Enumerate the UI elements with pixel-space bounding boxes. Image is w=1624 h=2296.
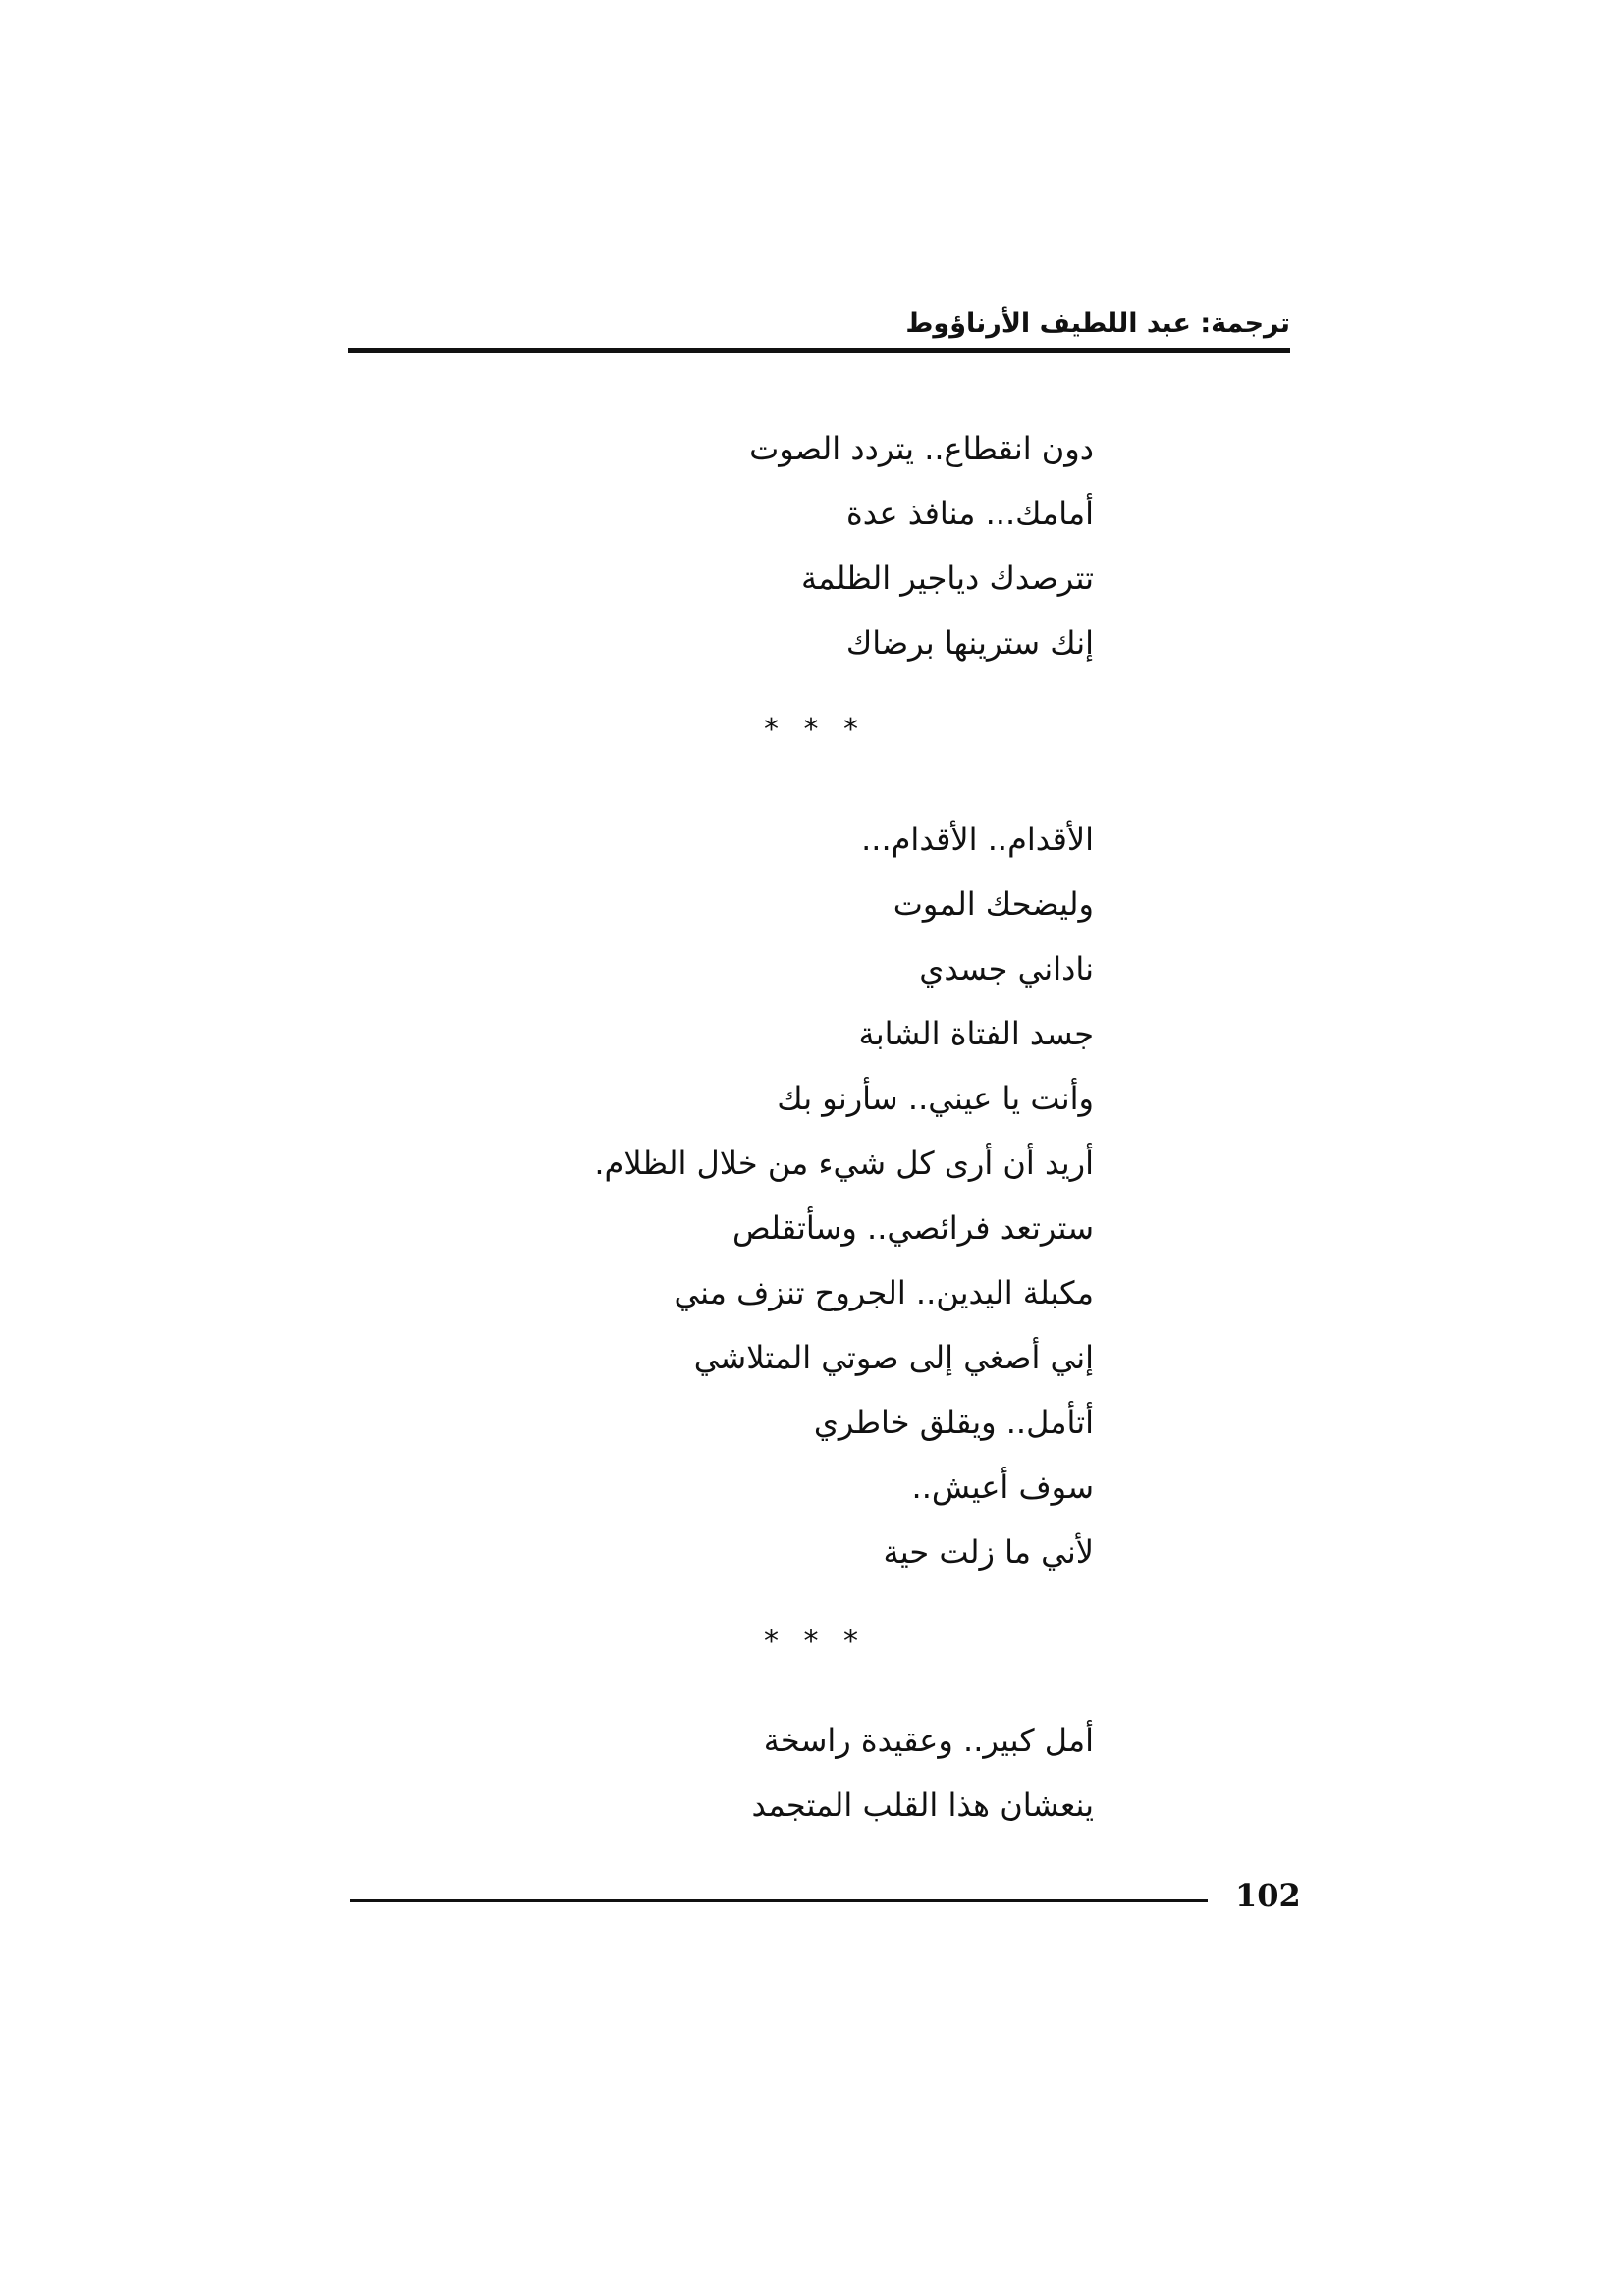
verse-line: وأنت يا عيني.. سأرنو بك (777, 1080, 1094, 1117)
verse-line: إني أصغي إلى صوتي المتلاشي (693, 1339, 1094, 1376)
verse-line: سوف أعيش.. (911, 1468, 1094, 1506)
verse-line: أريد أن أرى كل شيء من خلال الظلام. (594, 1145, 1094, 1182)
verse-line: تترصدك دياجير الظلمة (800, 560, 1094, 597)
page-number: 102 (1235, 1877, 1301, 1914)
header-rule (348, 348, 1290, 353)
verse-line: مكبلة اليدين.. الجروح تنزف مني (674, 1274, 1094, 1311)
verse-line: وليضحك الموت (893, 885, 1094, 923)
verse-line: الأقدام.. الأقدام... (861, 821, 1094, 858)
verse-line: ناداني جسدي (919, 950, 1094, 988)
verse-line: سترتعد فرائصي.. وسأتقلص (731, 1209, 1094, 1247)
verse-line: إنك سترينها برضاك (845, 624, 1094, 662)
stanza-separator: * * * (763, 713, 867, 747)
verse-line: أمامك... منافذ عدة (845, 495, 1094, 532)
verse-line: أتأمل.. ويقلق خاطري (813, 1404, 1094, 1441)
verse-line: أمل كبير.. وعقيدة راسخة (763, 1722, 1094, 1759)
running-header: ترجمة: عبد اللطيف الأرناؤوط (905, 308, 1290, 339)
footer-rule (350, 1899, 1208, 1902)
verse-line: جسد الفتاة الشابة (858, 1015, 1094, 1052)
verse-line: دون انقطاع.. يتردد الصوت (749, 430, 1094, 467)
stanza-3 (308, 1708, 1094, 1838)
stanza-separator: * * * (763, 1625, 867, 1659)
verse-line: لأني ما زلت حية (883, 1533, 1094, 1571)
stanza-2 (308, 807, 1094, 1584)
stanza-1 (308, 416, 1094, 675)
verse-line: ينعشان هذا القلب المتجمد (751, 1787, 1094, 1824)
